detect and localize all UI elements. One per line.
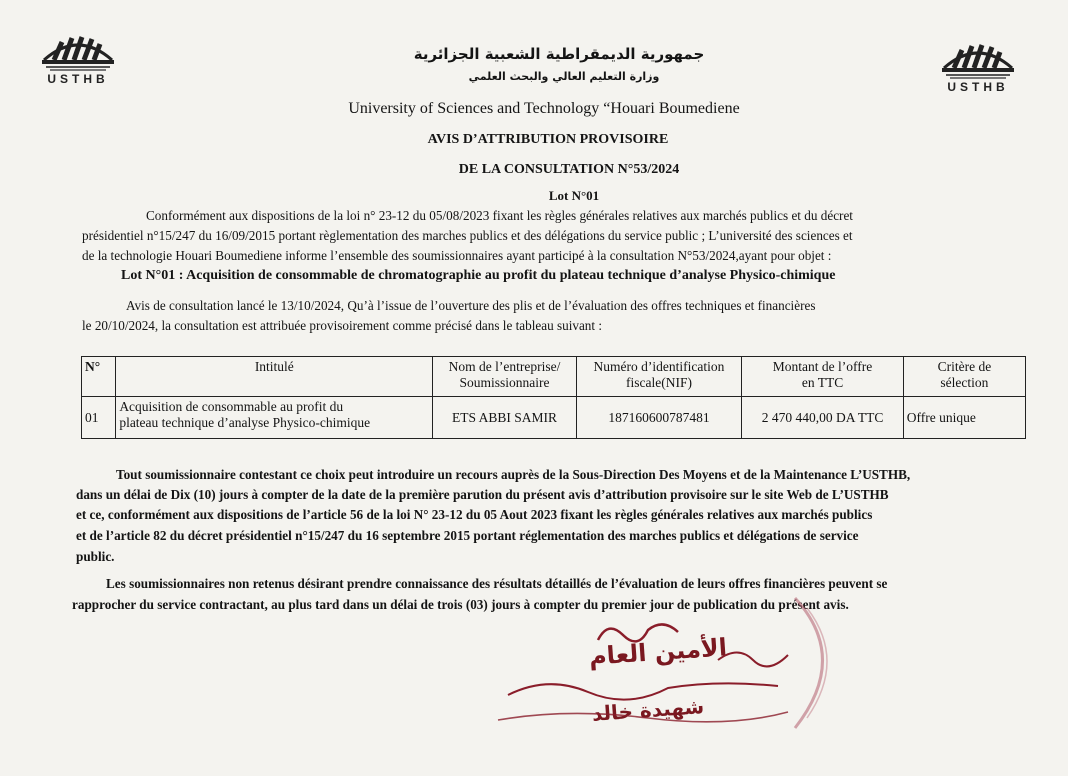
signature-name: شهيدة خالد xyxy=(591,694,705,726)
table-header-row xyxy=(82,357,1026,397)
university-name: University of Sciences and Technology “Houari Boumediene xyxy=(348,100,740,117)
notice-line-1: Avis de consultation lancé le 13/10/2024, Qu’à l’issue de l’ouverture des plis et de l’évaluation des offres techniques et financières xyxy=(126,298,816,313)
consultation-title: DE LA CONSULTATION N°53/2024 xyxy=(458,162,680,177)
recours-line-5: public. xyxy=(76,549,115,564)
recours-line-3: et ce, conformément aux dispositions de l’article 56 de la loi N° 23-12 du 05 Aout 2023 fixant les règles générales relatives aux marchés publics xyxy=(76,507,873,522)
signature-scribble-icon xyxy=(488,600,818,750)
header-number: N° xyxy=(82,357,116,397)
intro-line-2: présidentiel n°15/247 du 16/09/2015 portant règlementation des marches publics et des délégations du service public ; L’université des sciences et xyxy=(82,228,853,243)
signature-title: الأمين العام xyxy=(588,633,728,671)
stamp-seal-icon xyxy=(775,588,855,738)
notice-title: AVIS D’ATTRIBUTION PROVISOIRE xyxy=(427,132,669,147)
header-nif: Numéro d’identification fiscale(NIF) xyxy=(576,357,742,397)
header-amount: Montant de l’offre en TTC xyxy=(742,357,904,397)
final-line-2: rapprocher du service contractant, au plus tard dans un délai de trois (03) jours à compter du premier jour de publication du présent avis. xyxy=(72,597,849,612)
header-company: Nom de l’entreprise/ Soumissionnaire xyxy=(433,357,576,397)
arabic-ministry-title: وزارة التعليم العالي والبحث العلمي xyxy=(468,70,660,83)
logo-text: USTHB xyxy=(947,80,1009,94)
intro-line-1: Conformément aux dispositions de la loi n° 23-12 du 05/08/2023 fixant les règles générales relatives aux marchés publics et du décret xyxy=(146,208,853,223)
recours-line-2: dans un délai de Dix (10) jours à compter de la date de la première parution du présent avis d’attribution provisoire sur le site Web de L’USTHB xyxy=(76,487,889,502)
table-row xyxy=(82,397,1026,439)
final-line-1: Les soumissionnaires non retenus désirant prendre connaissance des résultats détaillés de l’évaluation de leurs offres financières peuvent se xyxy=(106,576,888,591)
cell-intitule: Acquisition de consommable au profit du plateau technique d’analyse Physico-chimique xyxy=(116,397,433,439)
recours-line-1: Tout soumissionnaire contestant ce choix peut introduire un recours auprès de la Sous-Direction Des Moyens et de la Maintenance L’USTHB, xyxy=(116,467,911,482)
recours-line-4: et de l’article 82 du décret présidentiel n°15/247 du 16 septembre 2015 portant réglementation des marches publics et délégations de service xyxy=(76,528,859,543)
award-table xyxy=(81,356,1026,439)
logo-text: USTHB xyxy=(47,72,109,86)
cell-number: 01 xyxy=(82,397,116,439)
cell-nif: 187160600787481 xyxy=(576,397,742,439)
intro-line-3: de la technologie Houari Boumediene informe l’ensemble des soumissionnaires ayant participé à la consultation N°53/2024,ayant pour objet : xyxy=(82,248,832,263)
cell-company: ETS ABBI SAMIR xyxy=(433,397,576,439)
official-stamp xyxy=(775,588,855,738)
header-criteria: Critère de sélection xyxy=(903,357,1025,397)
arabic-republic-title: جمهورية الديمقراطية الشعبية الجزائرية xyxy=(413,45,705,63)
subject-line: Lot N°01 : Acquisition de consommable de chromatographie au profit du plateau technique d’analyse Physico-chimique xyxy=(121,268,836,283)
cell-criteria: Offre unique xyxy=(903,397,1025,439)
lot-title: Lot N°01 xyxy=(548,188,600,203)
cell-amount: 2 470 440,00 DA TTC xyxy=(742,397,904,439)
header-intitule: Intitulé xyxy=(116,357,433,397)
signature-block xyxy=(488,600,818,750)
notice-line-2: le 20/10/2024, la consultation est attribuée provisoirement comme précisé dans le tableau suivant : xyxy=(82,318,603,333)
